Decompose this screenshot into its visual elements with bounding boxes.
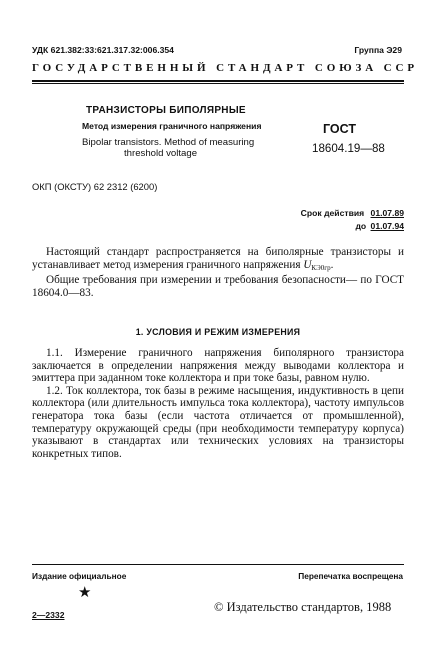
intro-text — [32, 246, 404, 299]
english-title-line2: threshold voltage — [124, 148, 198, 159]
gost-number: 18604.19—88 — [312, 142, 385, 155]
validity-period — [266, 208, 404, 231]
copyright-notice: © Издательство стандартов, 1988 — [214, 600, 392, 614]
okp-code: ОКП (ОКСТУ) 62 2312 (6200) — [32, 181, 158, 192]
validity-from: 01.07.89 — [370, 208, 404, 218]
udk-code: УДК 621.382:33:621.317.32:006.354 — [32, 45, 174, 55]
footer-rule — [32, 564, 404, 565]
english-title-line1: Bipolar transistors. Method of measuring — [82, 137, 255, 148]
gost-label: ГОСТ — [323, 122, 356, 136]
star-icon: ★ — [78, 585, 92, 601]
intro-paragraph-1: Настоящий стандарт распространяется на биполярные транзисторы и устанавливает метод измерения граничного напряжения $U_{КЭ0гр}$. — [32, 246, 404, 272]
validity-to: 01.07.94 — [370, 221, 404, 231]
official-edition: Издание официальное — [32, 571, 127, 581]
voltage-subscript: КЭ0гр — [311, 263, 331, 272]
validity-label: Срок действия — [300, 208, 365, 218]
reprint-prohibited: Перепечатка воспрещена — [298, 571, 403, 581]
section-heading: 1. УСЛОВИЯ И РЕЖИМ ИЗМЕРЕНИЯ — [135, 327, 301, 337]
validity-to-prefix: до — [355, 221, 367, 231]
section-text — [32, 347, 404, 460]
state-standard-banner: ГОСУДАРСТВЕННЫЙ СТАНДАРТ СОЮЗА ССР — [32, 62, 418, 74]
document-title: ТРАНЗИСТОРЫ БИПОЛЯРНЫЕ — [86, 105, 246, 116]
header-rule-top — [32, 80, 404, 82]
document-subtitle: Метод измерения граничного напряжения — [82, 121, 262, 131]
header-rule-bottom — [32, 83, 404, 84]
voltage-symbol: U — [303, 258, 312, 271]
clause-1-1: 1.1. Измерение граничного напряжения биполярного транзистора заключается в определении напряжения между выводами коллектора и эмиттера при заданном токе коллектора и при токе базы, равном нулю. — [32, 347, 404, 385]
print-code: 2—2332 — [32, 610, 65, 620]
group-code: Группа Э29 — [354, 45, 402, 55]
clause-1-2: 1.2. Ток коллектора, ток базы в режиме насыщения, индуктивность в цепи коллектора (или длительность импульса тока коллектора), частоту импульсов генератора тока базы (если частота отличается от промышленной), температуру окружающей среды (при необходимости температуру корпуса) указывают в стандартах или технических условиях на транзисторы конкретных типов. — [32, 384, 404, 460]
intro-paragraph-2: Общие требования при измерении и требования безопасности— по ГОСТ 18604.0—83. — [32, 274, 404, 299]
